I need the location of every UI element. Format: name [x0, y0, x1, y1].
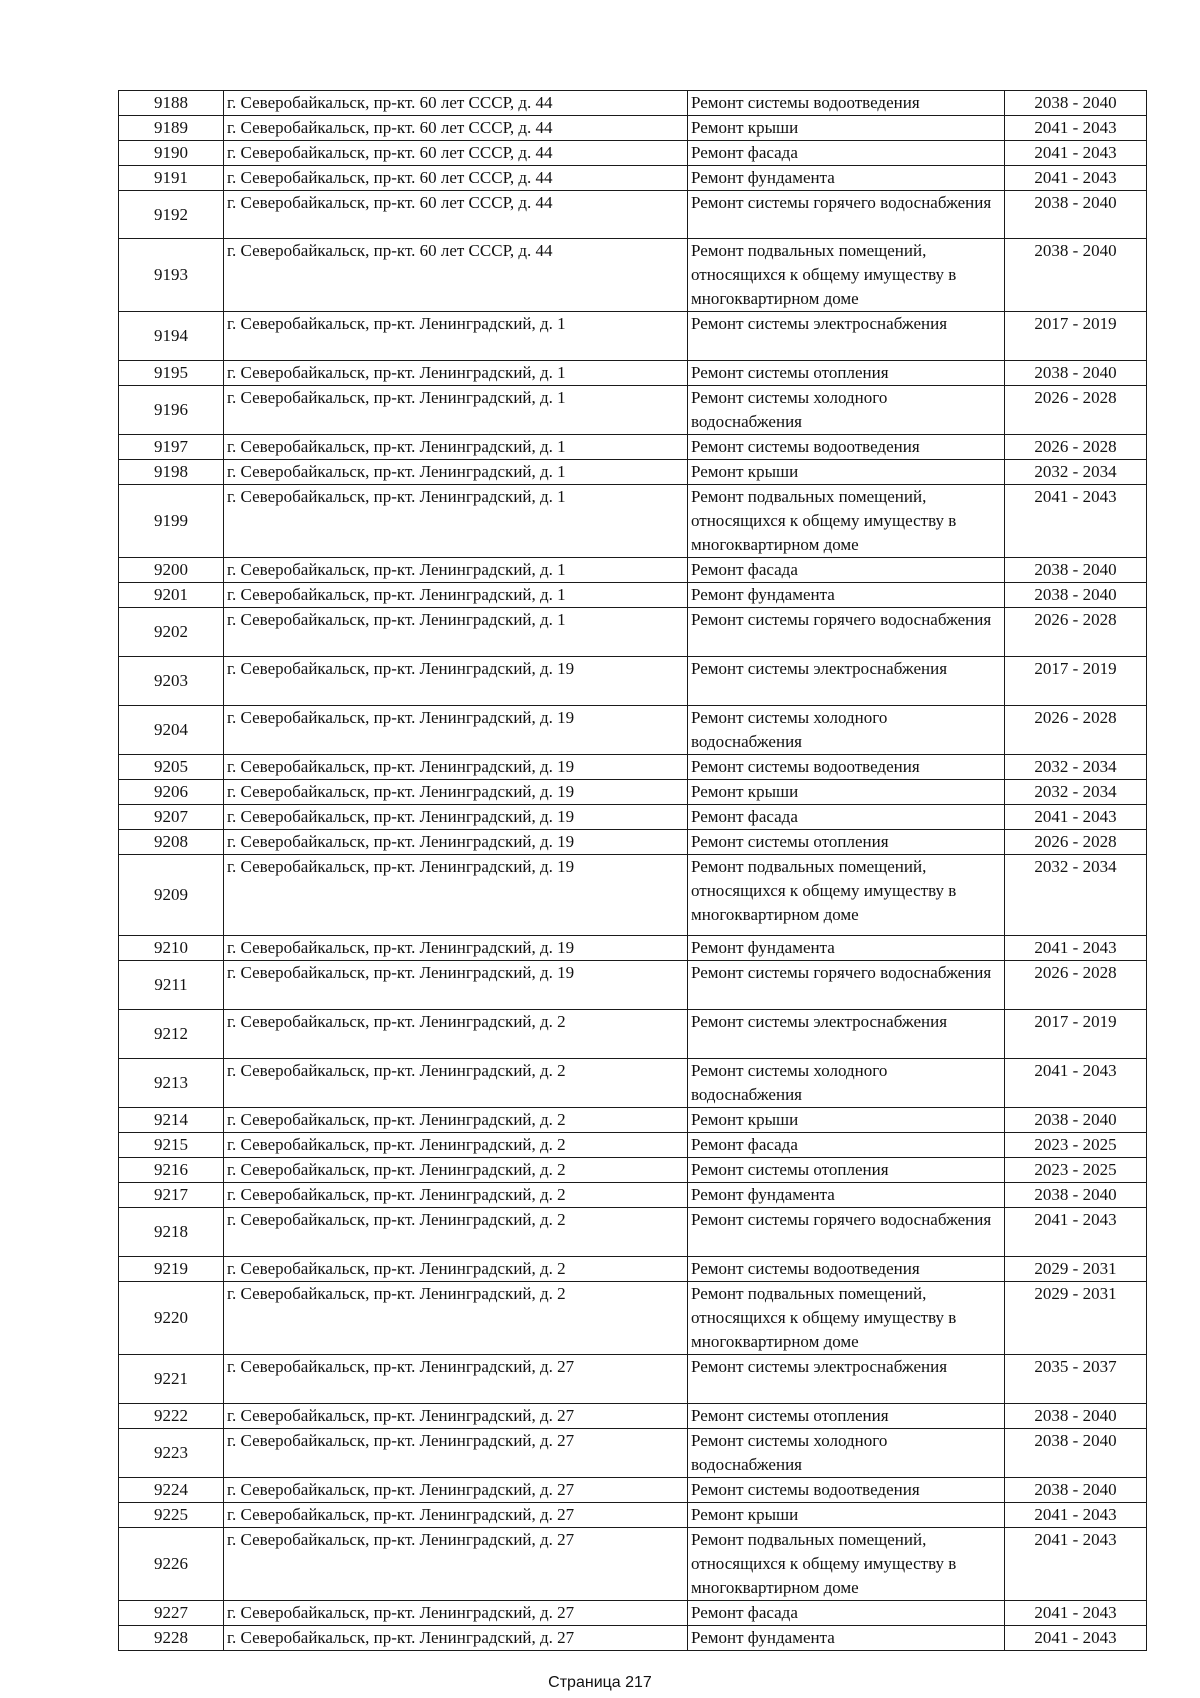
table-row — [119, 1601, 1147, 1626]
address-cell: г. Северобайкальск, пр-кт. Ленинградский, д. 19 — [224, 657, 688, 706]
address-cell: г. Северобайкальск, пр-кт. Ленинградский, д. 1 — [224, 583, 688, 608]
address-cell: г. Северобайкальск, пр-кт. Ленинградский, д. 19 — [224, 936, 688, 961]
period-cell: 2023 - 2025 — [1005, 1158, 1147, 1183]
period-cell: 2026 - 2028 — [1005, 830, 1147, 855]
period-cell: 2032 - 2034 — [1005, 755, 1147, 780]
table-row — [119, 1257, 1147, 1282]
work-type-cell: Ремонт системы водоотведения — [688, 1478, 1005, 1503]
address-cell: г. Северобайкальск, пр-кт. Ленинградский, д. 2 — [224, 1257, 688, 1282]
table-row — [119, 386, 1147, 435]
period-cell: 2026 - 2028 — [1005, 961, 1147, 1010]
work-type-cell: Ремонт крыши — [688, 1503, 1005, 1528]
table-row — [119, 91, 1147, 116]
work-type-cell: Ремонт фундамента — [688, 166, 1005, 191]
table-row — [119, 1355, 1147, 1404]
table-row — [119, 435, 1147, 460]
period-cell: 2026 - 2028 — [1005, 706, 1147, 755]
table-row — [119, 141, 1147, 166]
period-cell: 2026 - 2028 — [1005, 608, 1147, 657]
period-cell: 2038 - 2040 — [1005, 558, 1147, 583]
table-row — [119, 583, 1147, 608]
table-row — [119, 780, 1147, 805]
table-row — [119, 361, 1147, 386]
address-cell: г. Северобайкальск, пр-кт. Ленинградский, д. 1 — [224, 485, 688, 558]
period-cell: 2032 - 2034 — [1005, 855, 1147, 936]
work-type-cell: Ремонт фундамента — [688, 936, 1005, 961]
repair-schedule-table — [118, 90, 1147, 1651]
period-cell: 2041 - 2043 — [1005, 116, 1147, 141]
address-cell: г. Северобайкальск, пр-кт. Ленинградский, д. 2 — [224, 1059, 688, 1108]
work-type-cell: Ремонт фундамента — [688, 583, 1005, 608]
address-cell: г. Северобайкальск, пр-кт. Ленинградский, д. 1 — [224, 435, 688, 460]
work-type-cell: Ремонт фасада — [688, 1601, 1005, 1626]
address-cell: г. Северобайкальск, пр-кт. Ленинградский, д. 19 — [224, 780, 688, 805]
row-number-cell: 9192 — [119, 191, 224, 239]
table-row — [119, 1133, 1147, 1158]
period-cell: 2041 - 2043 — [1005, 485, 1147, 558]
address-cell: г. Северобайкальск, пр-кт. Ленинградский, д. 19 — [224, 805, 688, 830]
row-number-cell: 9220 — [119, 1282, 224, 1355]
address-cell: г. Северобайкальск, пр-кт. 60 лет СССР, д. 44 — [224, 91, 688, 116]
period-cell: 2038 - 2040 — [1005, 1429, 1147, 1478]
period-cell: 2038 - 2040 — [1005, 583, 1147, 608]
period-cell: 2041 - 2043 — [1005, 141, 1147, 166]
row-number-cell: 9228 — [119, 1626, 224, 1651]
row-number-cell: 9218 — [119, 1208, 224, 1257]
work-type-cell: Ремонт системы электроснабжения — [688, 1010, 1005, 1059]
address-cell: г. Северобайкальск, пр-кт. Ленинградский, д. 2 — [224, 1208, 688, 1257]
period-cell: 2017 - 2019 — [1005, 312, 1147, 361]
row-number-cell: 9194 — [119, 312, 224, 361]
address-cell: г. Северобайкальск, пр-кт. Ленинградский, д. 1 — [224, 312, 688, 361]
period-cell: 2032 - 2034 — [1005, 780, 1147, 805]
row-number-cell: 9200 — [119, 558, 224, 583]
row-number-cell: 9205 — [119, 755, 224, 780]
work-type-cell: Ремонт системы электроснабжения — [688, 1355, 1005, 1404]
table-row — [119, 1158, 1147, 1183]
period-cell: 2038 - 2040 — [1005, 1478, 1147, 1503]
address-cell: г. Северобайкальск, пр-кт. Ленинградский, д. 1 — [224, 608, 688, 657]
address-cell: г. Северобайкальск, пр-кт. Ленинградский, д. 2 — [224, 1282, 688, 1355]
work-type-cell: Ремонт системы горячего водоснабжения — [688, 191, 1005, 239]
work-type-cell: Ремонт системы горячего водоснабжения — [688, 1208, 1005, 1257]
table-row — [119, 558, 1147, 583]
table-row — [119, 1183, 1147, 1208]
table-row — [119, 755, 1147, 780]
table-row — [119, 485, 1147, 558]
address-cell: г. Северобайкальск, пр-кт. Ленинградский, д. 1 — [224, 558, 688, 583]
work-type-cell: Ремонт системы горячего водоснабжения — [688, 608, 1005, 657]
address-cell: г. Северобайкальск, пр-кт. Ленинградский, д. 27 — [224, 1404, 688, 1429]
row-number-cell: 9195 — [119, 361, 224, 386]
period-cell: 2038 - 2040 — [1005, 1183, 1147, 1208]
address-cell: г. Северобайкальск, пр-кт. Ленинградский, д. 2 — [224, 1010, 688, 1059]
address-cell: г. Северобайкальск, пр-кт. Ленинградский, д. 2 — [224, 1108, 688, 1133]
row-number-cell: 9191 — [119, 166, 224, 191]
row-number-cell: 9190 — [119, 141, 224, 166]
period-cell: 2041 - 2043 — [1005, 1208, 1147, 1257]
row-number-cell: 9221 — [119, 1355, 224, 1404]
address-cell: г. Северобайкальск, пр-кт. Ленинградский, д. 27 — [224, 1478, 688, 1503]
address-cell: г. Северобайкальск, пр-кт. Ленинградский, д. 19 — [224, 706, 688, 755]
row-number-cell: 9216 — [119, 1158, 224, 1183]
table-row — [119, 936, 1147, 961]
table-row — [119, 657, 1147, 706]
row-number-cell: 9219 — [119, 1257, 224, 1282]
address-cell: г. Северобайкальск, пр-кт. Ленинградский, д. 27 — [224, 1601, 688, 1626]
period-cell: 2029 - 2031 — [1005, 1257, 1147, 1282]
work-type-cell: Ремонт фасада — [688, 1133, 1005, 1158]
address-cell: г. Северобайкальск, пр-кт. Ленинградский, д. 19 — [224, 855, 688, 936]
period-cell: 2017 - 2019 — [1005, 657, 1147, 706]
row-number-cell: 9227 — [119, 1601, 224, 1626]
work-type-cell: Ремонт подвальных помещений, относящихся к общему имуществу в многоквартирном доме — [688, 1282, 1005, 1355]
work-type-cell: Ремонт системы водоотведения — [688, 1257, 1005, 1282]
period-cell: 2041 - 2043 — [1005, 1503, 1147, 1528]
address-cell: г. Северобайкальск, пр-кт. 60 лет СССР, д. 44 — [224, 191, 688, 239]
period-cell: 2032 - 2034 — [1005, 460, 1147, 485]
address-cell: г. Северобайкальск, пр-кт. Ленинградский, д. 19 — [224, 755, 688, 780]
period-cell: 2041 - 2043 — [1005, 936, 1147, 961]
row-number-cell: 9203 — [119, 657, 224, 706]
period-cell: 2038 - 2040 — [1005, 1108, 1147, 1133]
work-type-cell: Ремонт системы водоотведения — [688, 91, 1005, 116]
row-number-cell: 9226 — [119, 1528, 224, 1601]
period-cell: 2038 - 2040 — [1005, 91, 1147, 116]
table-row — [119, 1626, 1147, 1651]
work-type-cell: Ремонт системы отопления — [688, 361, 1005, 386]
period-cell: 2038 - 2040 — [1005, 361, 1147, 386]
period-cell: 2038 - 2040 — [1005, 1404, 1147, 1429]
table-row — [119, 312, 1147, 361]
row-number-cell: 9222 — [119, 1404, 224, 1429]
row-number-cell: 9217 — [119, 1183, 224, 1208]
period-cell: 2026 - 2028 — [1005, 435, 1147, 460]
work-type-cell: Ремонт крыши — [688, 1108, 1005, 1133]
table-row — [119, 805, 1147, 830]
row-number-cell: 9224 — [119, 1478, 224, 1503]
row-number-cell: 9196 — [119, 386, 224, 435]
address-cell: г. Северобайкальск, пр-кт. Ленинградский, д. 27 — [224, 1528, 688, 1601]
table-row — [119, 1503, 1147, 1528]
address-cell: г. Северобайкальск, пр-кт. 60 лет СССР, д. 44 — [224, 141, 688, 166]
row-number-cell: 9197 — [119, 435, 224, 460]
row-number-cell: 9199 — [119, 485, 224, 558]
address-cell: г. Северобайкальск, пр-кт. Ленинградский, д. 2 — [224, 1158, 688, 1183]
work-type-cell: Ремонт крыши — [688, 780, 1005, 805]
work-type-cell: Ремонт подвальных помещений, относящихся к общему имуществу в многоквартирном доме — [688, 485, 1005, 558]
period-cell: 2041 - 2043 — [1005, 805, 1147, 830]
address-cell: г. Северобайкальск, пр-кт. Ленинградский, д. 19 — [224, 961, 688, 1010]
row-number-cell: 9223 — [119, 1429, 224, 1478]
work-type-cell: Ремонт системы холодного водоснабжения — [688, 1429, 1005, 1478]
table-row — [119, 239, 1147, 312]
work-type-cell: Ремонт фасада — [688, 558, 1005, 583]
table-row — [119, 1404, 1147, 1429]
work-type-cell: Ремонт фасада — [688, 141, 1005, 166]
table-row — [119, 191, 1147, 239]
table-row — [119, 166, 1147, 191]
address-cell: г. Северобайкальск, пр-кт. Ленинградский, д. 1 — [224, 386, 688, 435]
table-row — [119, 855, 1147, 936]
row-number-cell: 9201 — [119, 583, 224, 608]
row-number-cell: 9213 — [119, 1059, 224, 1108]
table-row — [119, 1108, 1147, 1133]
table-row — [119, 1528, 1147, 1601]
table-row — [119, 961, 1147, 1010]
row-number-cell: 9198 — [119, 460, 224, 485]
work-type-cell: Ремонт системы горячего водоснабжения — [688, 961, 1005, 1010]
row-number-cell: 9193 — [119, 239, 224, 312]
address-cell: г. Северобайкальск, пр-кт. Ленинградский, д. 1 — [224, 460, 688, 485]
work-type-cell: Ремонт фасада — [688, 805, 1005, 830]
period-cell: 2038 - 2040 — [1005, 191, 1147, 239]
address-cell: г. Северобайкальск, пр-кт. Ленинградский, д. 27 — [224, 1626, 688, 1651]
table-body — [119, 91, 1147, 1651]
work-type-cell: Ремонт подвальных помещений, относящихся к общему имуществу в многоквартирном доме — [688, 239, 1005, 312]
address-cell: г. Северобайкальск, пр-кт. Ленинградский, д. 2 — [224, 1133, 688, 1158]
work-type-cell: Ремонт системы отопления — [688, 830, 1005, 855]
table-row — [119, 1059, 1147, 1108]
work-type-cell: Ремонт крыши — [688, 460, 1005, 485]
period-cell: 2041 - 2043 — [1005, 1626, 1147, 1651]
row-number-cell: 9211 — [119, 961, 224, 1010]
address-cell: г. Северобайкальск, пр-кт. Ленинградский, д. 27 — [224, 1503, 688, 1528]
address-cell: г. Северобайкальск, пр-кт. Ленинградский, д. 2 — [224, 1183, 688, 1208]
work-type-cell: Ремонт системы отопления — [688, 1404, 1005, 1429]
address-cell: г. Северобайкальск, пр-кт. Ленинградский, д. 27 — [224, 1355, 688, 1404]
table-row — [119, 1208, 1147, 1257]
table-row — [119, 1478, 1147, 1503]
work-type-cell: Ремонт системы электроснабжения — [688, 312, 1005, 361]
row-number-cell: 9204 — [119, 706, 224, 755]
work-type-cell: Ремонт системы холодного водоснабжения — [688, 1059, 1005, 1108]
work-type-cell: Ремонт системы холодного водоснабжения — [688, 706, 1005, 755]
row-number-cell: 9212 — [119, 1010, 224, 1059]
period-cell: 2041 - 2043 — [1005, 166, 1147, 191]
work-type-cell: Ремонт системы водоотведения — [688, 755, 1005, 780]
work-type-cell: Ремонт фундамента — [688, 1626, 1005, 1651]
row-number-cell: 9202 — [119, 608, 224, 657]
period-cell: 2041 - 2043 — [1005, 1601, 1147, 1626]
address-cell: г. Северобайкальск, пр-кт. 60 лет СССР, д. 44 — [224, 116, 688, 141]
work-type-cell: Ремонт системы электроснабжения — [688, 657, 1005, 706]
table-row — [119, 1282, 1147, 1355]
address-cell: г. Северобайкальск, пр-кт. 60 лет СССР, д. 44 — [224, 239, 688, 312]
row-number-cell: 9214 — [119, 1108, 224, 1133]
row-number-cell: 9188 — [119, 91, 224, 116]
row-number-cell: 9189 — [119, 116, 224, 141]
row-number-cell: 9209 — [119, 855, 224, 936]
address-cell: г. Северобайкальск, пр-кт. Ленинградский, д. 1 — [224, 361, 688, 386]
work-type-cell: Ремонт системы отопления — [688, 1158, 1005, 1183]
row-number-cell: 9210 — [119, 936, 224, 961]
period-cell: 2023 - 2025 — [1005, 1133, 1147, 1158]
period-cell: 2026 - 2028 — [1005, 386, 1147, 435]
table-row — [119, 460, 1147, 485]
work-type-cell: Ремонт системы холодного водоснабжения — [688, 386, 1005, 435]
row-number-cell: 9225 — [119, 1503, 224, 1528]
period-cell: 2041 - 2043 — [1005, 1059, 1147, 1108]
work-type-cell: Ремонт крыши — [688, 116, 1005, 141]
row-number-cell: 9215 — [119, 1133, 224, 1158]
work-type-cell: Ремонт системы водоотведения — [688, 435, 1005, 460]
period-cell: 2041 - 2043 — [1005, 1528, 1147, 1601]
row-number-cell: 9207 — [119, 805, 224, 830]
table-row — [119, 830, 1147, 855]
period-cell: 2035 - 2037 — [1005, 1355, 1147, 1404]
table-row — [119, 1429, 1147, 1478]
page-number: Страница 217 — [548, 1674, 652, 1691]
period-cell: 2029 - 2031 — [1005, 1282, 1147, 1355]
table-row — [119, 608, 1147, 657]
work-type-cell: Ремонт подвальных помещений, относящихся к общему имуществу в многоквартирном доме — [688, 855, 1005, 936]
table-row — [119, 116, 1147, 141]
row-number-cell: 9206 — [119, 780, 224, 805]
address-cell: г. Северобайкальск, пр-кт. Ленинградский, д. 27 — [224, 1429, 688, 1478]
address-cell: г. Северобайкальск, пр-кт. 60 лет СССР, д. 44 — [224, 166, 688, 191]
period-cell: 2038 - 2040 — [1005, 239, 1147, 312]
row-number-cell: 9208 — [119, 830, 224, 855]
table-row — [119, 1010, 1147, 1059]
work-type-cell: Ремонт фундамента — [688, 1183, 1005, 1208]
work-type-cell: Ремонт подвальных помещений, относящихся к общему имуществу в многоквартирном доме — [688, 1528, 1005, 1601]
table-row — [119, 706, 1147, 755]
period-cell: 2017 - 2019 — [1005, 1010, 1147, 1059]
address-cell: г. Северобайкальск, пр-кт. Ленинградский, д. 19 — [224, 830, 688, 855]
